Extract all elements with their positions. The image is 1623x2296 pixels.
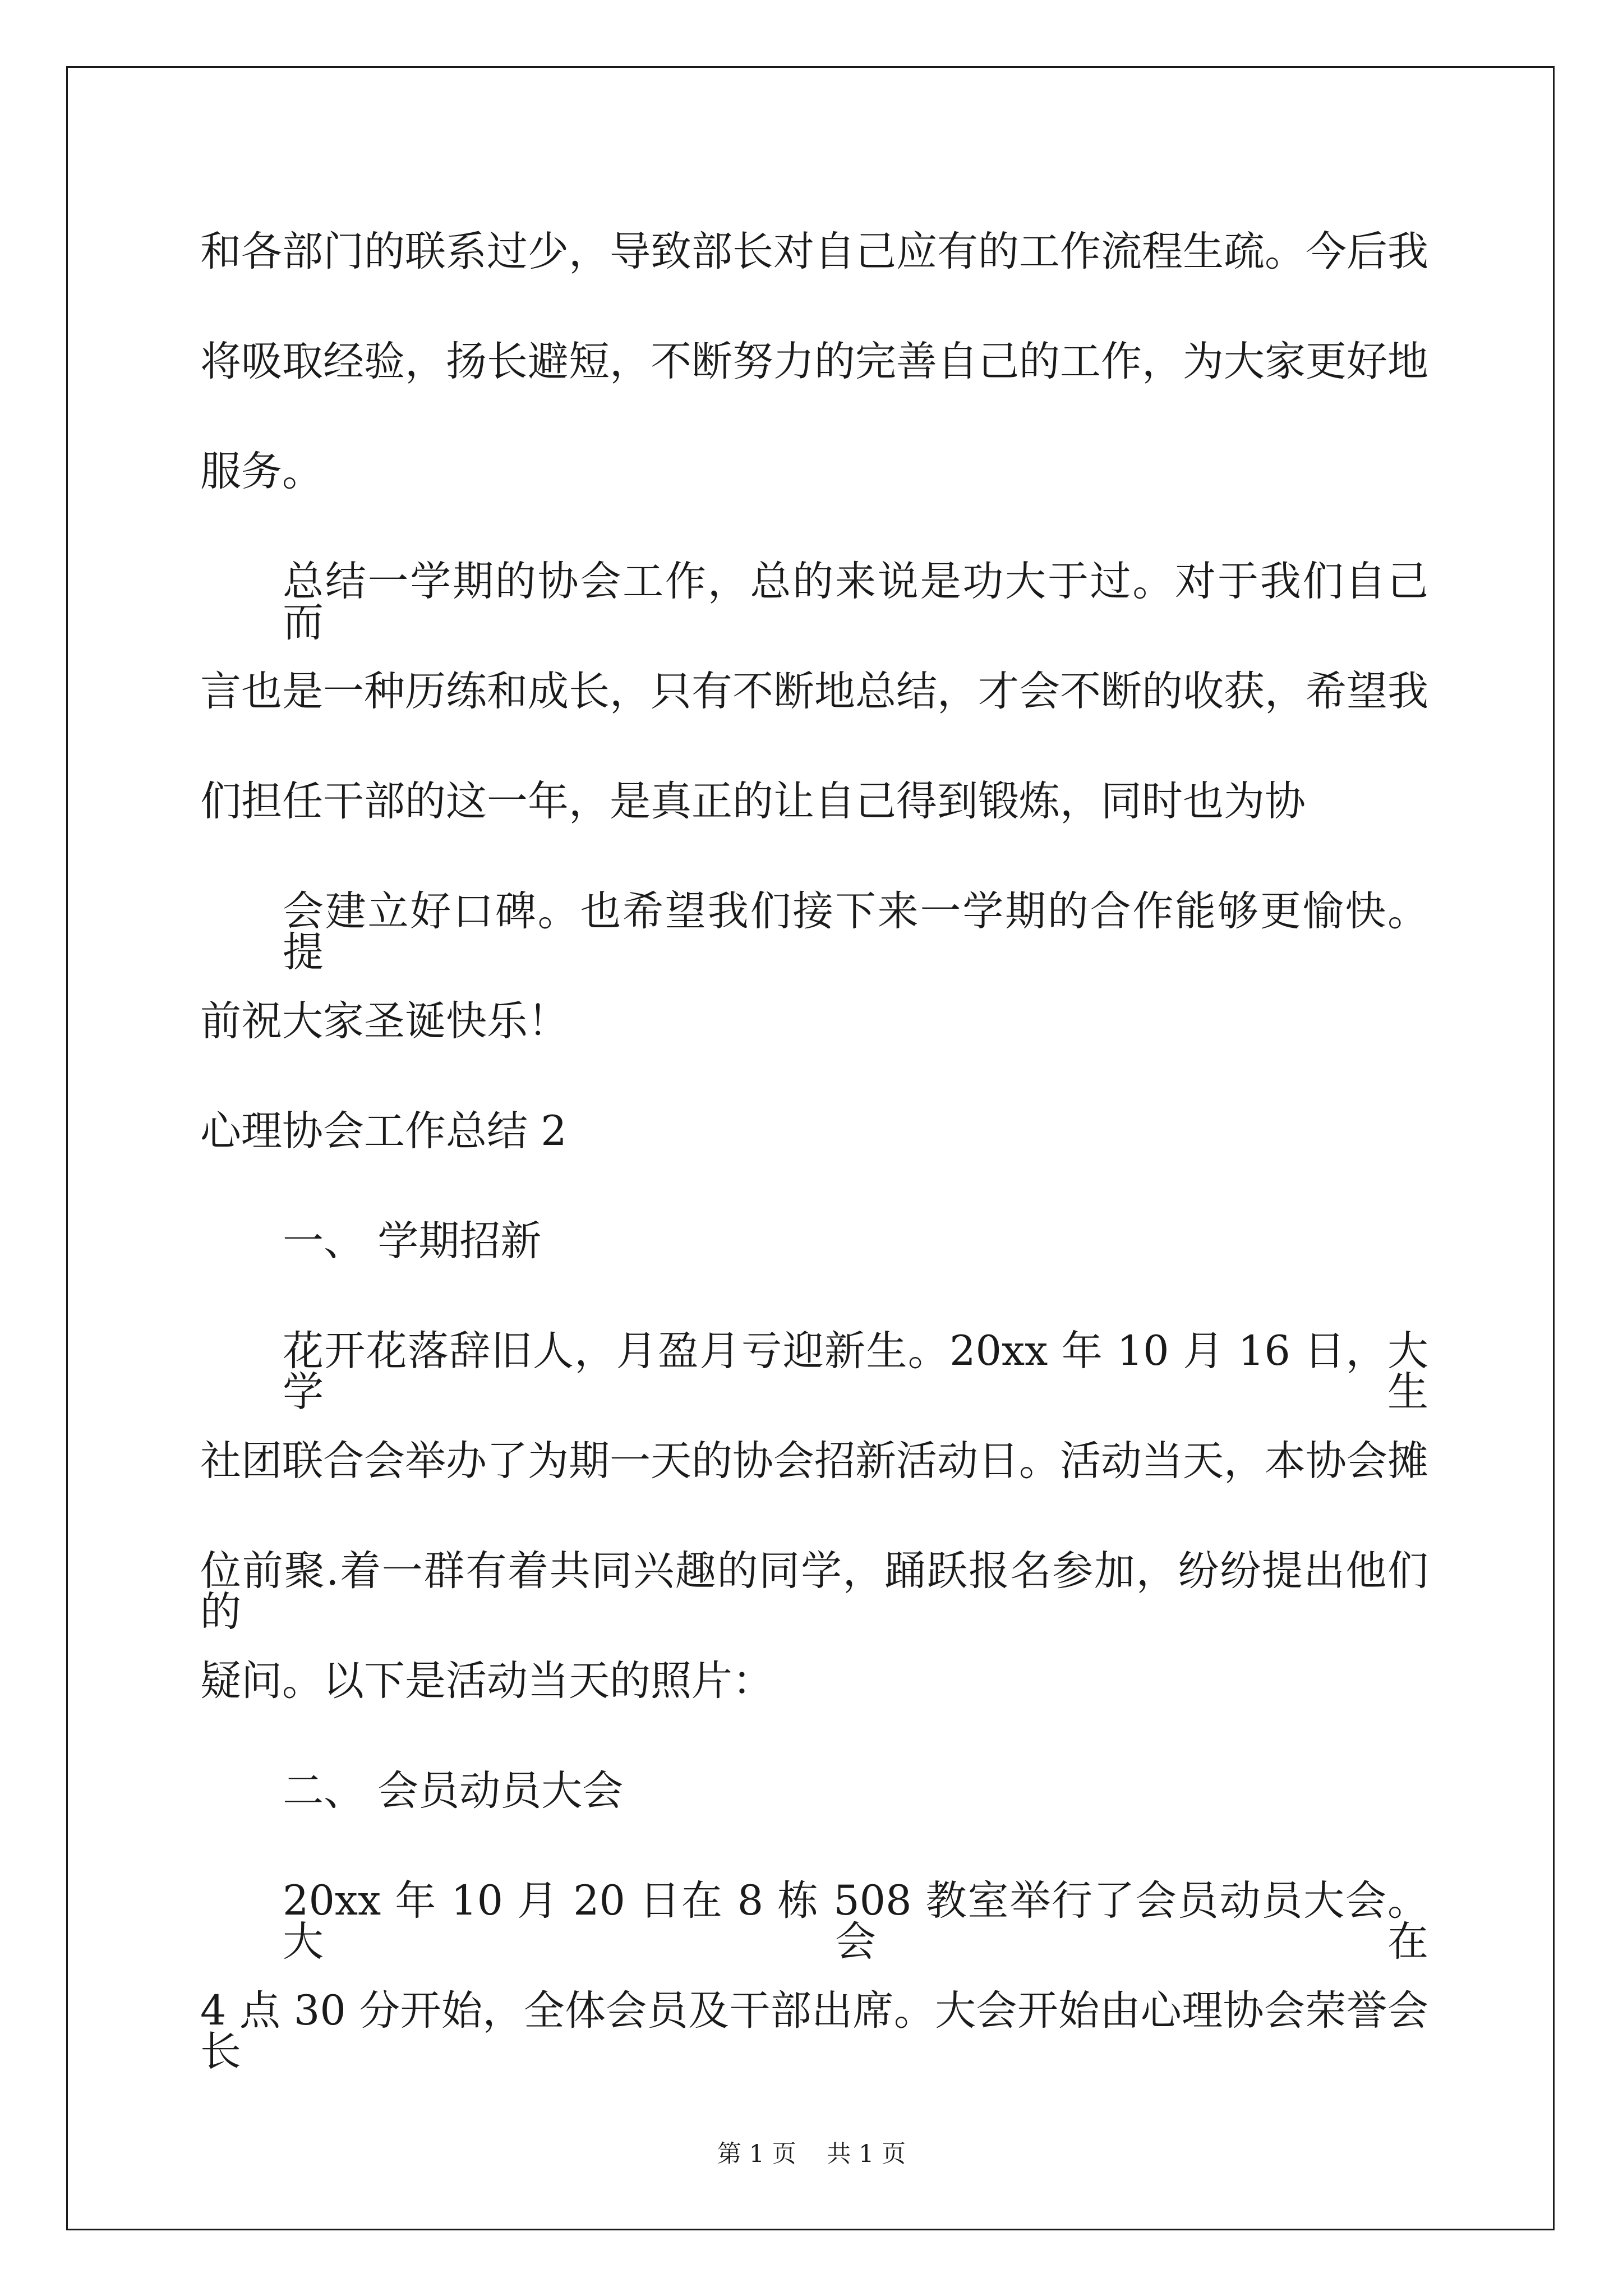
paragraph-first-line: 总结一学期的协会工作，总的来说是功大于过。对于我们自己而 (283, 558, 1428, 646)
text-line: 和各部门的联系过少，导致部长对自己应有的工作流程生疏。今后我 (200, 228, 1428, 275)
subsection-heading: 一、 学期招新 (283, 1217, 542, 1265)
text-line: 位前聚.着一群有着共同兴趣的同学，踊跃报名参加，纷纷提出他们的 (200, 1547, 1429, 1636)
text-line: 服务。 (200, 448, 323, 495)
section-title: 心理协会工作总结 2 (200, 1107, 567, 1155)
text-line: 疑问。以下是活动当天的照片： (200, 1657, 773, 1705)
text-line: 言也是一种历练和成长，只有不断地总结，才会不断的收获，希望我 (200, 668, 1428, 715)
text-line: 前祝大家圣诞快乐！ (200, 997, 569, 1045)
text-line: 们担任干部的这一年，是真正的让自己得到锻炼，同时也为协 (200, 777, 1306, 825)
paragraph-first-line: 20xx 年 10 月 20 日在 8 栋 508 教室举行了会员动员大会。大会在 (283, 1877, 1428, 1966)
text-line: 将吸取经验，扬长避短，不断努力的完善自己的工作，为大家更好地 (200, 338, 1428, 385)
paragraph-first-line: 花开花落辞旧人，月盈月亏迎新生。20xx 年 10 月 16 日，大学生 (283, 1327, 1428, 1416)
page-number-footer: 第 1 页 共 1 页 (717, 2140, 906, 2168)
subsection-heading: 二、 会员动员大会 (283, 1767, 624, 1815)
text-line: 4 点 30 分开始，全体会员及干部出席。大会开始由心理协会荣誉会长 (200, 1987, 1428, 2076)
text-line: 社团联合会举办了为期一天的协会招新活动日。活动当天，本协会摊 (200, 1437, 1428, 1485)
paragraph-first-line: 会建立好口碑。也希望我们接下来一学期的合作能够更愉快。提 (283, 887, 1428, 976)
